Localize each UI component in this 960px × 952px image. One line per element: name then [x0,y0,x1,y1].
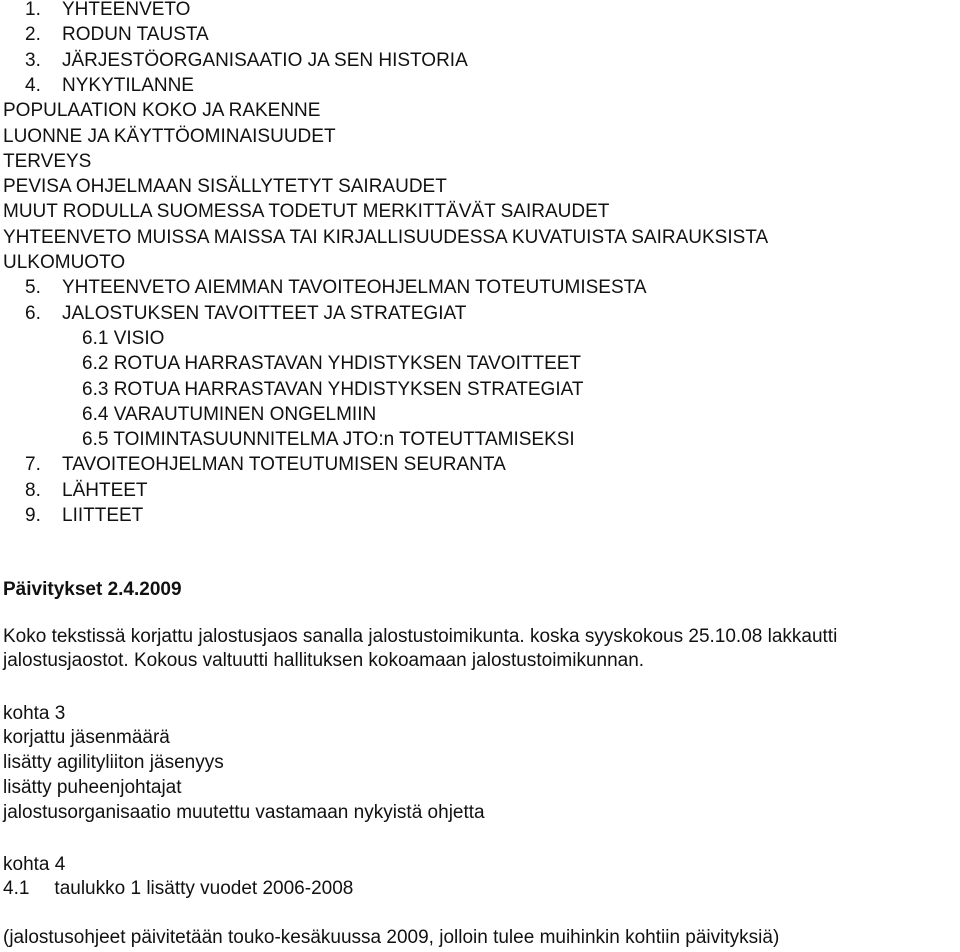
toc-entry-text: JALOSTUKSEN TAVOITTEET JA STRATEGIAT [62,302,467,324]
toc-entry-number: 1. [25,0,41,20]
toc-entry-text: LIITTEET [62,505,144,526]
toc-entry-number: 2. [25,24,41,46]
toc-entry-text: TERVEYS [3,150,92,172]
toc-entry-text: 6.5 TOIMINTASUUNNITELMA JTO:n TOTEUTTAMISEKSI [82,429,575,451]
toc-entry-text: YHTEENVETO [62,0,191,20]
toc-entry-number: 3. [25,49,41,71]
updates-paragraph-line-2: jalostusjaostot. Kokous valtuutti hallituksen kokoamaan jalostustoimikunnan. [3,650,645,671]
toc-entry-text: 6.3 ROTUA HARRASTAVAN YHDISTYKSEN STRATEGIAT [82,378,584,400]
kohta-4-item [3,877,353,901]
toc-entry-text: 6.4 VARAUTUMINEN ONGELMIIN [82,403,377,425]
toc-entry-text: LUONNE JA KÄYTTÖOMINAISUUDET [3,125,336,147]
updates-paragraph-line-1: Koko tekstissä korjattu jalostusjaos sanalla jalostustoimikunta. koska syyskokous 25.10.08 lakkautti [3,626,838,647]
kohta-3-item: korjattu jäsenmäärä [3,727,170,748]
toc-entry-text: YHTEENVETO MUISSA MAISSA TAI KIRJALLISUUDESSA KUVATUISTA SAIRAUKSISTA [3,226,769,248]
toc-entry-number: 5. [25,277,41,299]
toc-entry-text: MUUT RODULLA SUOMESSA TODETUT MERKITTÄVÄT SAIRAUDET [3,201,610,223]
toc-entry-text: NYKYTILANNE [62,74,194,96]
toc-entry-number: 4. [25,74,41,96]
toc-entry-number: 6. [25,302,41,324]
kohta-3-title: kohta 3 [3,703,66,724]
kohta-4-title: kohta 4 [3,854,66,875]
kohta-3-item: jalostusorganisaatio muutettu vastamaan nykyistä ohjetta [3,802,485,823]
toc-entry-text: 6.2 ROTUA HARRASTAVAN YHDISTYKSEN TAVOITTEET [82,353,582,375]
toc-entry-number: 8. [25,479,41,501]
update-note: (jalostusohjeet päivitetään touko-kesäkuussa 2009, jolloin tulee muihinkin kohtiin päivityksiä) [3,927,780,948]
kohta-3-item: lisätty puheenjohtajat [3,777,182,798]
toc-entry-text: TAVOITEOHJELMAN TOTEUTUMISEN SEURANTA [62,454,506,476]
toc-entry-text: ULKOMUOTO [3,252,126,273]
updates-heading: Päivitykset 2.4.2009 [3,579,182,600]
toc-entry-text: JÄRJESTÖORGANISAATIO JA SEN HISTORIA [62,49,468,71]
toc-entry-text: YHTEENVETO AIEMMAN TAVOITEOHJELMAN TOTEUTUMISESTA [62,277,647,299]
kohta-4-item-number: 4.1 [3,878,30,899]
toc-entry-number: 9. [25,505,41,526]
kohta-3-item: lisätty agilityliiton jäsenyys [3,752,224,773]
toc-entry-number: 7. [25,454,41,476]
toc-entry-text: PEVISA OHJELMAAN SISÄLLYTETYT SAIRAUDET [3,176,447,198]
toc-entry-text: LÄHTEET [62,479,148,501]
toc-entry-text: 6.1 VISIO [82,327,165,349]
toc-entry-text: RODUN TAUSTA [62,24,209,46]
kohta-4-item-text: taulukko 1 lisätty vuodet 2006-2008 [54,878,354,899]
toc-entry-text: POPULAATION KOKO JA RAKENNE [3,100,321,122]
